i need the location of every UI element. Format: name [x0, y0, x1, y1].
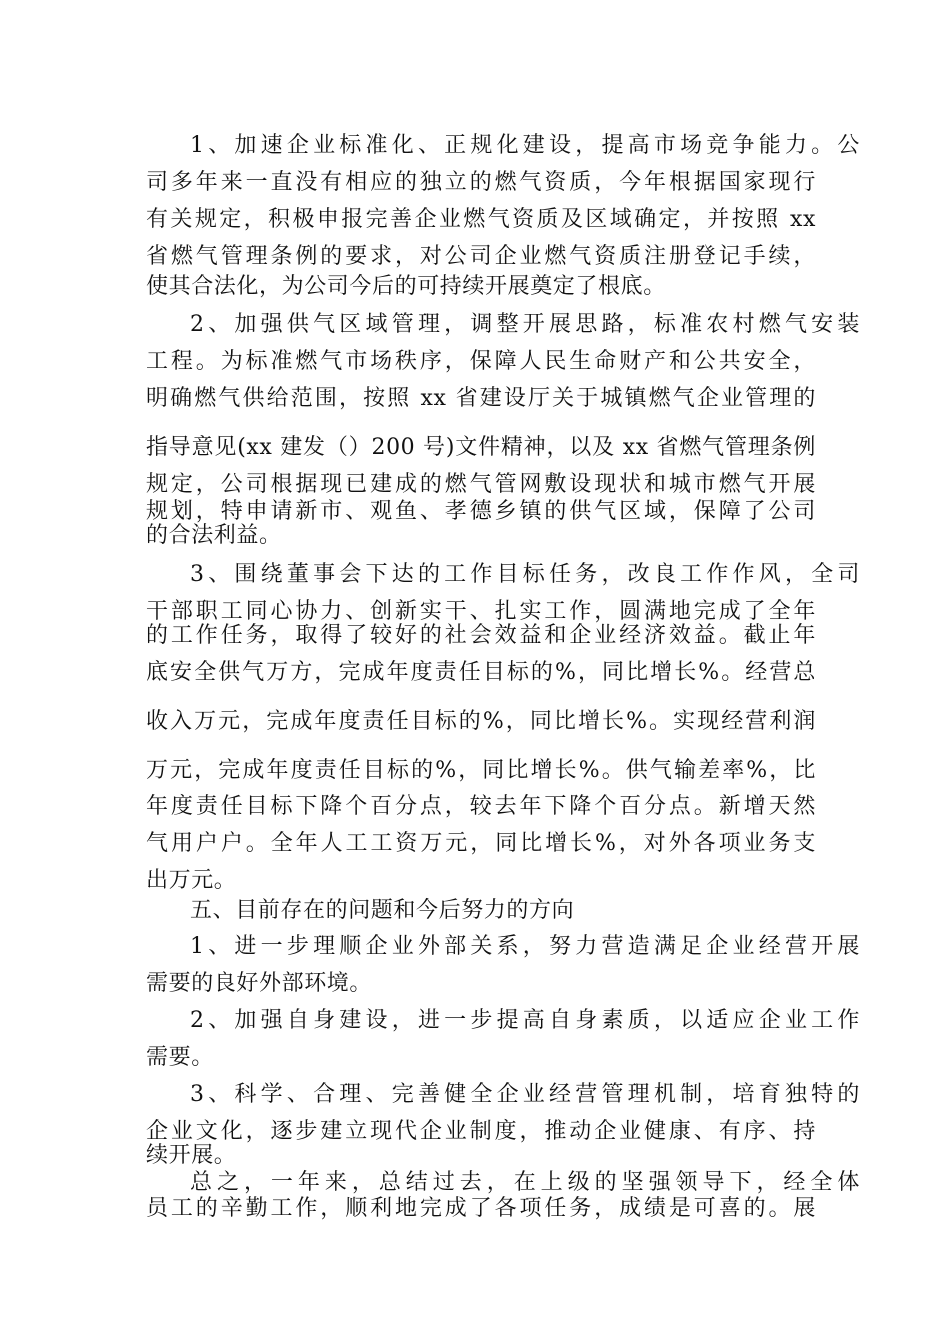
text-line: 需要。: [146, 1045, 214, 1070]
text-line: 工程。为标准燃气市场秩序，保障人民生命财产和公共安全，: [146, 349, 816, 374]
text-line: 明确燃气供给范围，按照 xx 省建设厅关于城镇燃气企业管理的: [146, 386, 816, 411]
text-line: 企业文化，逐步建立现代企业制度，推动企业健康、有序、持: [146, 1119, 816, 1144]
text-line: 3、围绕董事会下达的工作目标任务，改良工作作风，全司: [190, 562, 860, 587]
text-line: 的工作任务，取得了较好的社会效益和企业经济效益。截止年: [146, 623, 816, 648]
text-line: 1、加速企业标准化、正规化建设，提高市场竞争能力。公: [190, 133, 860, 158]
text-line: 2、加强自身建设，进一步提高自身素质，以适应企业工作: [190, 1008, 860, 1033]
text-line: 司多年来一直没有相应的独立的燃气资质，今年根据国家现行: [146, 170, 816, 195]
text-line: 干部职工同心协力、创新实干、扎实工作，圆满地完成了全年: [146, 599, 816, 624]
text-line: 指导意见(xx 建发（）200 号)文件精神，以及 xx 省燃气管理条例: [146, 435, 816, 460]
text-line: 续开展。: [146, 1143, 237, 1168]
text-line: 万元，完成年度责任目标的%，同比增长%。供气输差率%，比: [146, 758, 816, 783]
section-heading: 五、目前存在的问题和今后努力的方向: [190, 898, 575, 923]
text-line: 年度责任目标下降个百分点，较去年下降个百分点。新增天然: [146, 794, 816, 819]
text-line: 规定，公司根据现已建成的燃气管网敷设现状和城市燃气开展: [146, 472, 816, 497]
text-line: 总之，一年来，总结过去，在上级的坚强领导下，经全体: [190, 1170, 860, 1195]
text-line: 有关规定，积极申报完善企业燃气资质及区域确定，并按照 xx: [146, 207, 816, 232]
text-line: 出万元。: [146, 868, 237, 893]
text-line: 3、科学、合理、完善健全企业经营管理机制，培育独特的: [190, 1082, 860, 1107]
text-line: 的合法利益。: [146, 523, 282, 548]
text-line: 1、进一步理顺企业外部关系，努力营造满足企业经营开展: [190, 934, 860, 959]
text-line: 2、加强供气区域管理，调整开展思路，标准农村燃气安装: [190, 312, 860, 337]
text-line: 需要的良好外部环境。: [146, 971, 373, 996]
text-line: 气用户户。全年人工工资万元，同比增长%，对外各项业务支: [146, 831, 816, 856]
text-line: 员工的辛勤工作，顺利地完成了各项任务，成绩是可喜的。展: [146, 1196, 816, 1221]
text-line: 收入万元，完成年度责任目标的%，同比增长%。实现经营利润: [146, 709, 816, 734]
text-line: 使其合法化，为公司今后的可持续开展奠定了根底。: [146, 274, 666, 299]
text-line: 底安全供气万方，完成年度责任目标的%，同比增长%。经营总: [146, 660, 816, 685]
text-line: 规划，特申请新市、观鱼、孝德乡镇的供气区域，保障了公司: [146, 499, 816, 524]
text-line: 省燃气管理条例的要求，对公司企业燃气资质注册登记手续，: [146, 244, 816, 269]
